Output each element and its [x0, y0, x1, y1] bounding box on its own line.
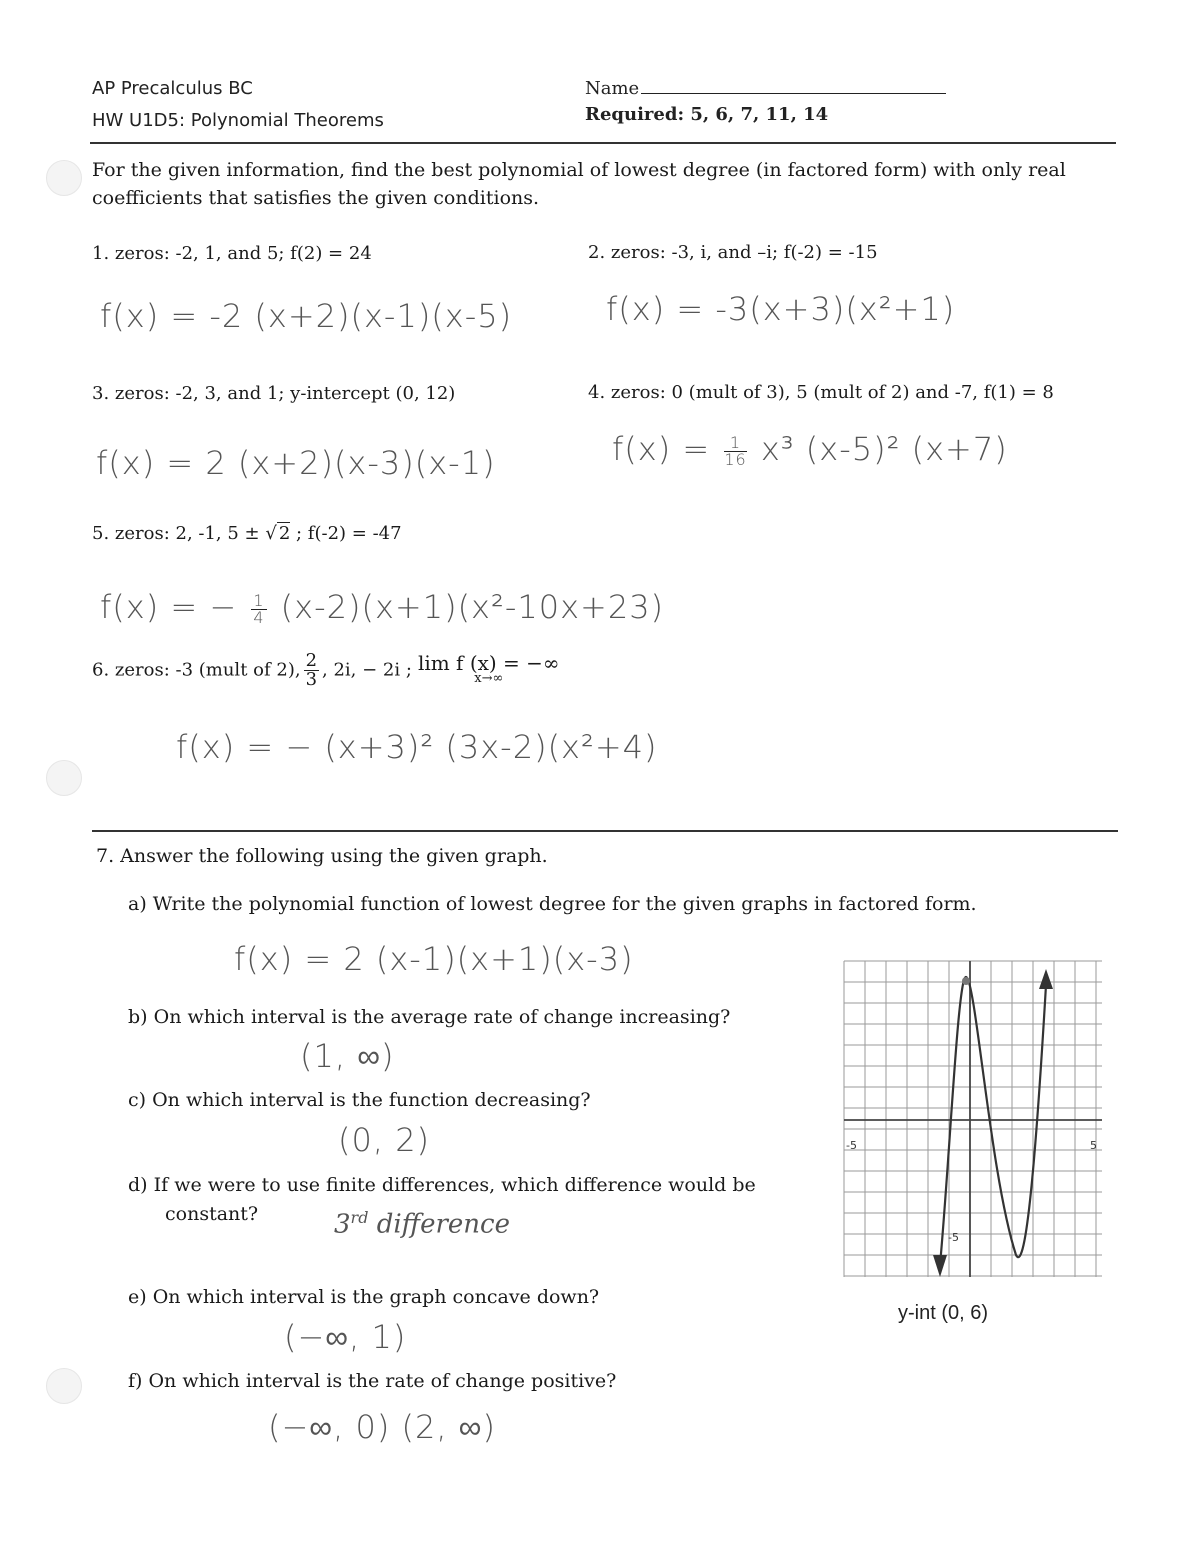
- limit-subscript: x→∞: [474, 670, 504, 686]
- punch-hole-top: [46, 160, 82, 196]
- q7c-question: c) On which interval is the function decreasing?: [128, 1089, 591, 1111]
- answer-suffix: x³ (x-5)² (x+7): [749, 430, 1008, 468]
- q7d-question-cont: constant?: [165, 1203, 259, 1225]
- problem-3-answer: f(x) = 2 (x+2)(x-3)(x-1): [96, 444, 496, 482]
- problem-2-text: 2. zeros: -3, i, and –i; f(-2) = -15: [588, 242, 878, 263]
- sqrt-radicand: 2: [278, 523, 291, 544]
- fraction-numerator: 2: [305, 650, 318, 671]
- arrow-down-icon: [933, 1255, 947, 1277]
- answer-prefix: f(x) =: [612, 430, 722, 468]
- name-field[interactable]: [585, 77, 946, 99]
- assignment-title: HW U1D5: Polynomial Theorems: [92, 110, 384, 131]
- q7e-answer: (−∞, 1): [284, 1318, 407, 1356]
- q7f-answer: (−∞, 0) (2, ∞): [268, 1408, 496, 1446]
- problem-6-zeros: 6. zeros: -3 (mult of 2),: [92, 659, 301, 681]
- problem-1-answer: f(x) = -2 (x+2)(x-1)(x-5): [100, 297, 513, 335]
- answer-fraction: [724, 432, 747, 469]
- limit-expression: [417, 650, 560, 687]
- q7a-question: a) Write the polynomial function of lowest degree for the given graphs in factored form.: [128, 893, 977, 915]
- instructions: For the given information, find the best polynomial of lowest degree (in factored form) with only real coefficients that satisfies the given conditions.: [92, 159, 1066, 209]
- fraction-denominator: 16: [724, 449, 747, 469]
- punch-hole-middle: [46, 760, 82, 796]
- course-title: AP Precalculus BC: [92, 78, 253, 99]
- problem-5-text: 5. zeros: 2, -1, 5 ± √ 2 ; f(-2) = -47: [92, 523, 402, 544]
- q7e-question: e) On which interval is the graph concave down?: [128, 1286, 600, 1308]
- polynomial-curve: [940, 977, 1046, 1265]
- punch-hole-bottom: [46, 1368, 82, 1404]
- answer-word: difference: [368, 1209, 510, 1240]
- problem-5-zeros: 5. zeros: 2, -1, 5 ±: [92, 523, 266, 544]
- q7d-question: d) If we were to use finite differences, which difference would be: [128, 1174, 756, 1196]
- y-intercept-label: y-int (0, 6): [898, 1302, 989, 1324]
- polynomial-graph: [840, 955, 1110, 1285]
- q7-title: 7. Answer the following using the given graph.: [96, 845, 548, 867]
- q7b-question: b) On which interval is the average rate of change increasing?: [128, 1006, 731, 1028]
- required-problems: Required: 5, 6, 7, 11, 14: [585, 104, 829, 125]
- problem-3-text: 3. zeros: -2, 3, and 1; y-intercept (0, 12): [92, 383, 456, 404]
- problem-5-condition: ; f(-2) = -47: [290, 523, 402, 544]
- q7a-answer: f(x) = 2 (x-1)(x+1)(x-3): [234, 940, 634, 978]
- fraction-numerator: 1: [253, 590, 265, 610]
- q7d-answer: [334, 1208, 510, 1240]
- arrow-up-icon: [1039, 969, 1053, 989]
- problem-5-answer: [100, 588, 664, 626]
- problem-6-text: [92, 652, 566, 689]
- q7b-answer: (1, ∞): [300, 1037, 395, 1075]
- fraction-denominator: 3: [305, 669, 318, 690]
- fraction-numerator: 1: [724, 435, 746, 452]
- problem-2-answer: f(x) = -3(x+3)(x²+1): [606, 290, 956, 328]
- zero-fraction: [304, 652, 319, 689]
- name-label: Name: [585, 78, 640, 99]
- tick-label-left: -5: [846, 1139, 857, 1152]
- problem-1-text: 1. zeros: -2, 1, and 5; f(2) = 24: [92, 243, 372, 264]
- limit-top: lim f (x) = −∞: [417, 650, 560, 675]
- answer-suffix: (x-2)(x+1)(x²-10x+23): [269, 588, 665, 626]
- problem-6-answer: f(x) = − (x+3)² (3x-2)(x²+4): [176, 728, 658, 766]
- q7f-question: f) On which interval is the rate of change positive?: [128, 1370, 617, 1392]
- local-max-point: [962, 977, 970, 985]
- q7c-answer: (0, 2): [338, 1121, 431, 1159]
- answer-ordinal-suffix: rd: [350, 1208, 369, 1227]
- tick-label-right: 5: [1090, 1139, 1097, 1152]
- problem-4-text: 4. zeros: 0 (mult of 3), 5 (mult of 2) and -7, f(1) = 8: [588, 382, 1054, 403]
- problem-6-complex-zeros: , 2i, − 2i ;: [322, 659, 412, 681]
- answer-ordinal-number: 3: [334, 1209, 351, 1240]
- answer-prefix: f(x) = −: [100, 588, 249, 626]
- section-divider: [92, 830, 1118, 832]
- name-blank[interactable]: [641, 77, 946, 94]
- problem-4-answer: [612, 430, 1008, 468]
- tick-label-bottom: -5: [948, 1231, 959, 1244]
- header-divider: [90, 142, 1116, 144]
- fraction-denominator: 4: [253, 607, 265, 627]
- answer-fraction: [251, 590, 266, 627]
